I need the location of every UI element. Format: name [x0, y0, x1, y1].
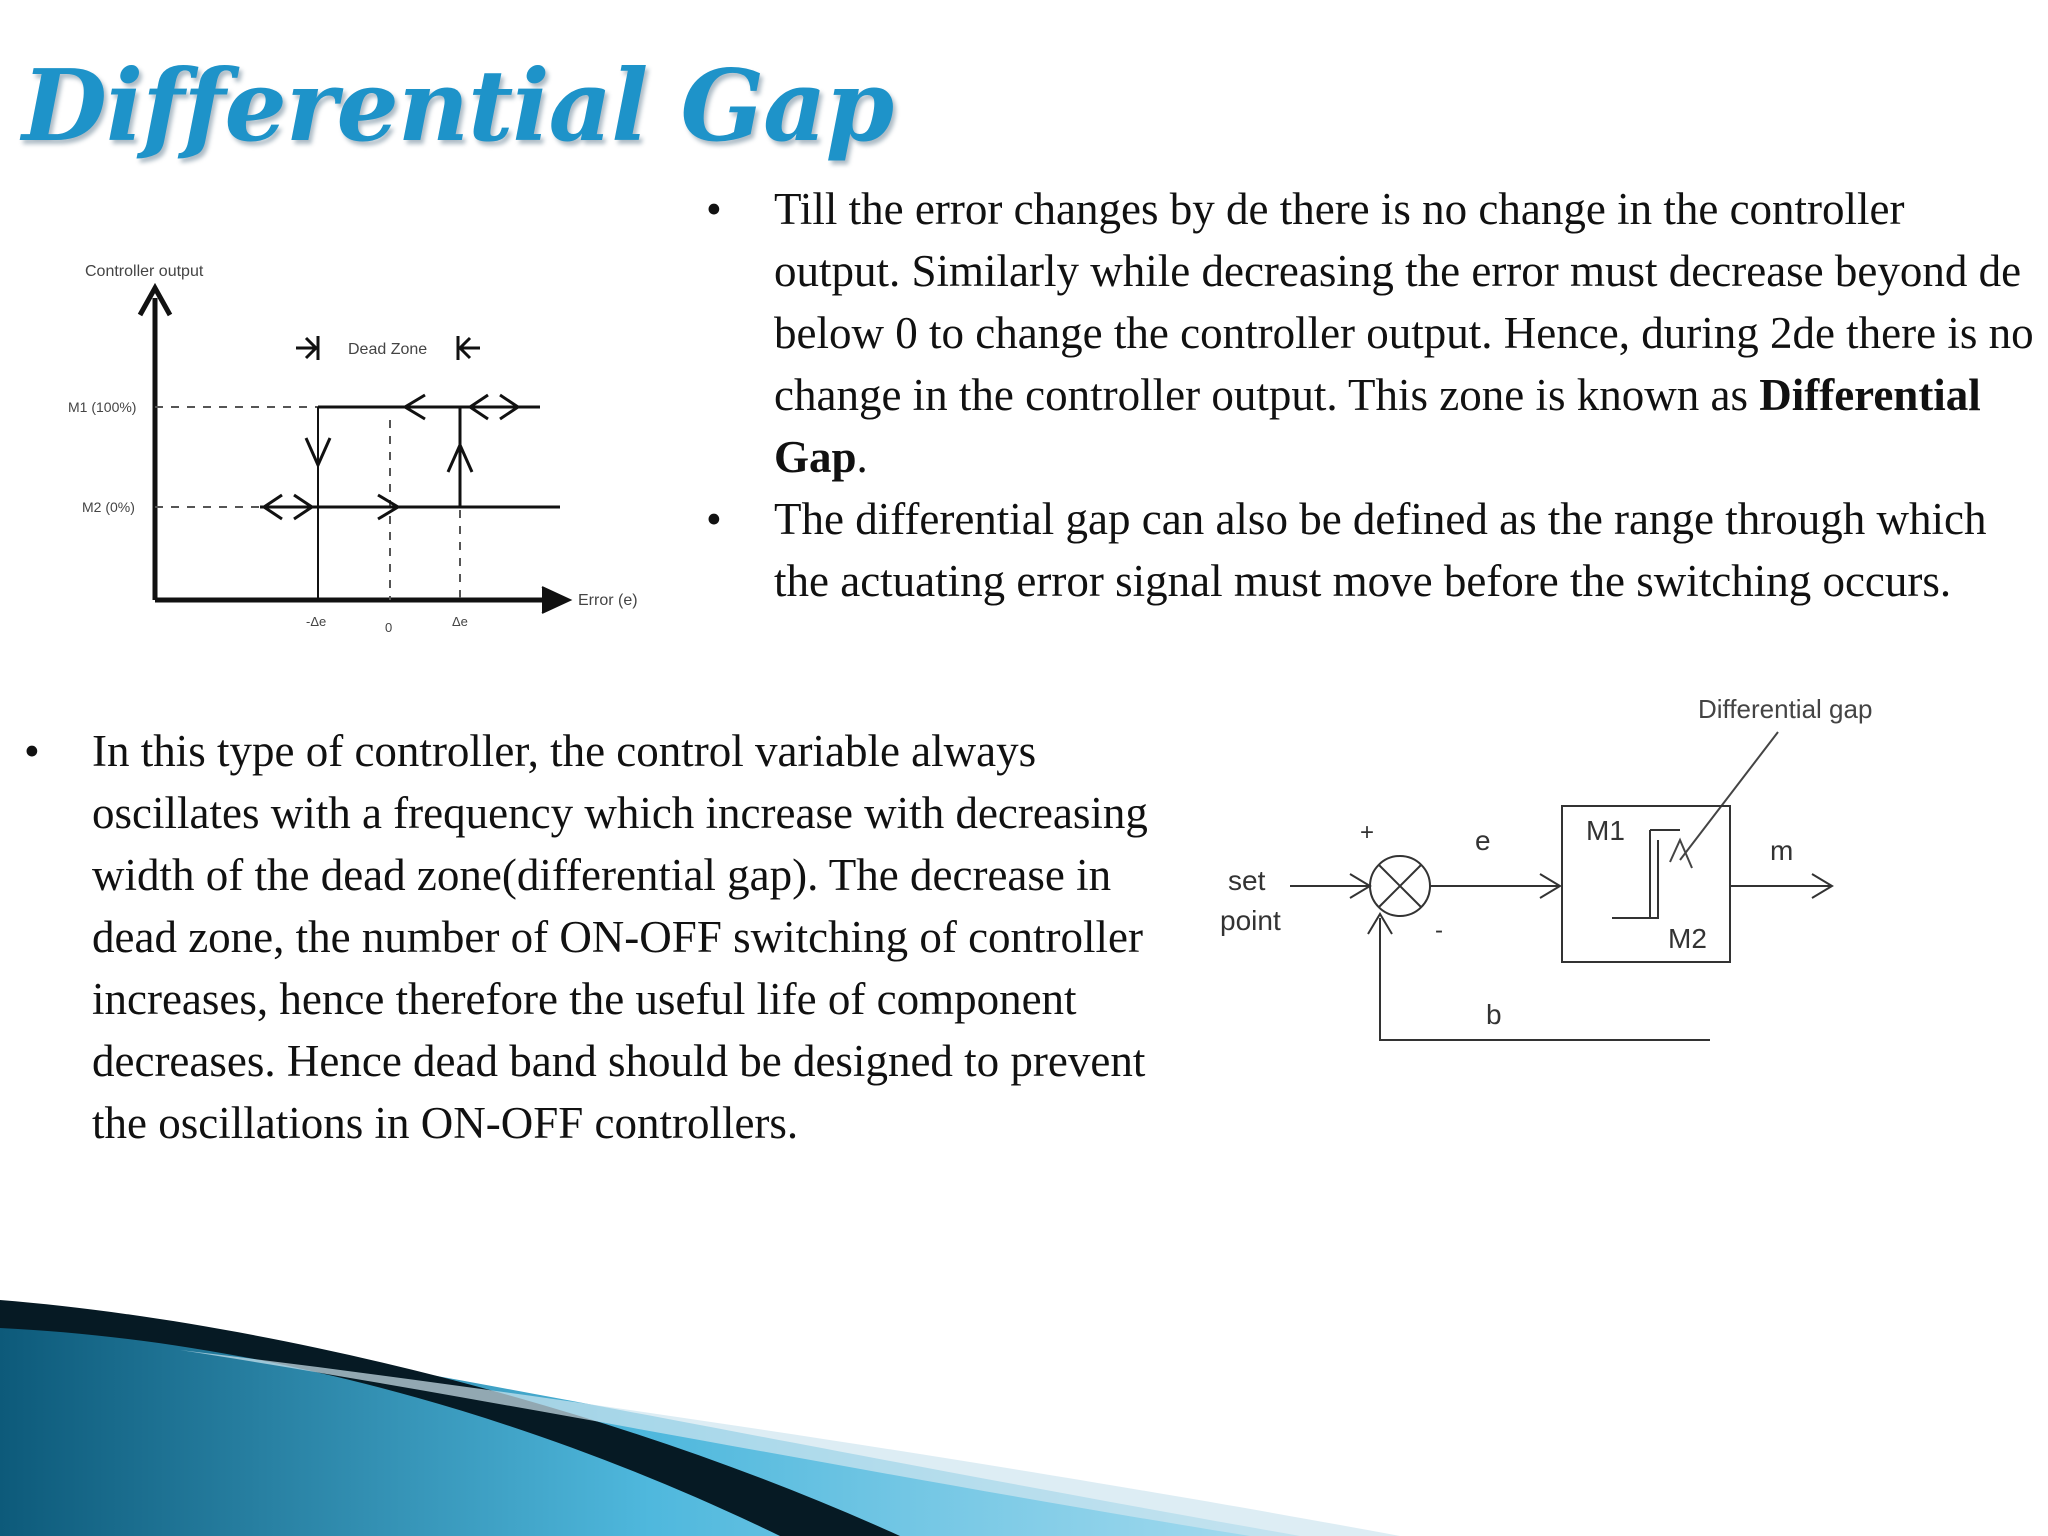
bullet-text: In this type of controller, the control variable always oscillates with a frequency which increase with decreasing width of the dead zone(differential gap). The decrease in dead zone, the number of ON-OFF switching of controller increases, hence therefore the useful life of component decreases. Hence dead band should be designed to prevent the oscillations in ON-OFF controllers.: [92, 726, 1148, 1148]
tick-zero: 0: [385, 620, 393, 635]
m1-level-label: M1 (100%): [68, 399, 137, 415]
tick-neg-delta-e: -Δe: [306, 614, 327, 629]
x-axis-arrow: [542, 587, 570, 613]
m2-level-label: M2 (0%): [82, 499, 135, 515]
m2-label: M2: [1668, 923, 1707, 954]
y-axis-label: Controller output: [85, 263, 204, 280]
tick-pos-delta-e: Δe: [452, 614, 468, 629]
set-point-label-line2: point: [1220, 905, 1281, 936]
bullet-text: The differential gap can also be defined as the range through which the actuating error signal must move before the switching occurs.: [774, 494, 1987, 606]
bullet-item-differential-gap: [706, 178, 2036, 488]
dead-zone-left-marker: [296, 336, 318, 360]
bullet-item-oscillation: [24, 720, 1174, 1154]
dead-zone-right-marker: [458, 336, 480, 360]
set-point-label-line1: set: [1228, 865, 1266, 896]
dead-zone-label: Dead Zone: [348, 341, 428, 358]
feedback-label: b: [1486, 999, 1502, 1030]
bullet-bold-term: Differential Gap: [774, 370, 1981, 482]
bullet-marker: •: [706, 184, 722, 234]
bullet-text-end: .: [856, 432, 868, 482]
hysteresis-characteristic-figure: [60, 240, 680, 640]
bullet-marker: •: [706, 494, 722, 544]
x-axis-label: Error (e): [578, 592, 638, 609]
bottom-bullet-list: [24, 720, 1174, 1154]
bullet-item-range-definition: [706, 488, 2036, 612]
bullet-marker: •: [24, 726, 40, 776]
output-label: m: [1770, 835, 1794, 866]
feedback-path: [1380, 918, 1710, 1040]
bullet-text: Till the error changes by de there is no change in the controller output. Similarly while decreasing the error must decrease beyond de below 0 to change the controller output. Hence, during 2de there is no change in the controller output. This zone is known as: [774, 184, 2034, 420]
slide-title: Differential Gap: [22, 49, 894, 164]
m1-label: M1: [1586, 815, 1625, 846]
top-bullet-list: [706, 178, 2036, 612]
plus-sign: +: [1360, 819, 1375, 846]
decorative-swoosh: [0, 1280, 2048, 1536]
differential-gap-label: Differential gap: [1698, 694, 1873, 724]
minus-sign: -: [1435, 917, 1443, 944]
error-label: e: [1475, 825, 1491, 856]
on-off-block-diagram: [1210, 690, 1910, 1070]
differential-gap-pointer-head: [1670, 840, 1692, 868]
